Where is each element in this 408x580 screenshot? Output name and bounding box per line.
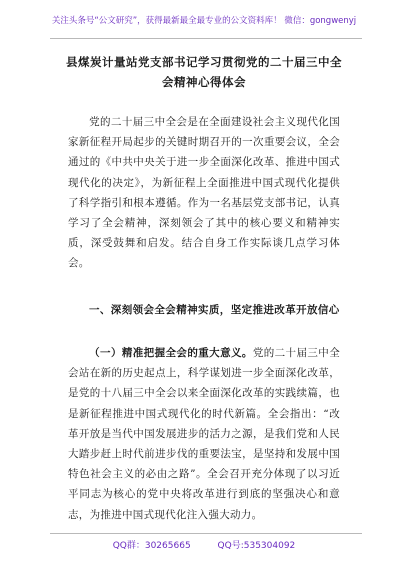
intro-paragraph-text: 党的二十届三中全会是在全面建设社会主义现代化国家新征程开局起步的关键时期召开的一次重要会议，全会通过的《中共中央关于进一步全面深化改革、推进中国式现代化的决定》，为新征程上全面推进中国式现代化提供了科学指引和根本遵循。作为一名基层党支部书记，认真学习了全会精神，深刻领会了其中的核心要义和精神实质，深受鼓舞和启发。结合自身工作实际谈几点学习体会。: [68, 116, 340, 270]
qq-group: QQ群：30265665: [112, 541, 191, 551]
intro-paragraph: [68, 112, 340, 274]
qq-number: QQ号:535304092: [217, 541, 296, 551]
section1-paragraph: [68, 343, 340, 525]
subsection-lead: （一）精准把握全会的重大意义。: [89, 347, 253, 359]
section1-paragraph-text: 党的二十届三中全会站在新的历史起点上，科学谋划进一步全面深化改革，是党的十八届三中全会以来全面深化改革的实践续篇，也是新征程推进中国式现代化的时代新篇。全会指出：“改革开放是当代中国发展进步的活力之源，是我们党和人民大踏步赶上时代前进步伐的重要法宝，是坚持和发展中国特色社会主义的必由之路”。全会召开充分体现了以习近平同志为核心的党中央将改革进行到底的坚强决心和意志，为推进中国式现代化注入强大动力。: [68, 347, 341, 521]
promo-header: 关注头条号“公文研究”，获得最新最全最专业的公文资料库！ 微信：gongwenyj: [51, 16, 357, 26]
section-heading-1: [68, 300, 348, 320]
footer-divider: [50, 533, 362, 534]
contact-footer: [0, 538, 408, 551]
section-heading-1-text: 一、深刻领会全会精神实质，坚定推进改革开放信心: [89, 304, 340, 316]
document-title: 县煤炭计量站党支部书记学习贯彻党的二十届三中全会精神心得体会: [66, 55, 342, 89]
header-divider: [50, 38, 362, 39]
